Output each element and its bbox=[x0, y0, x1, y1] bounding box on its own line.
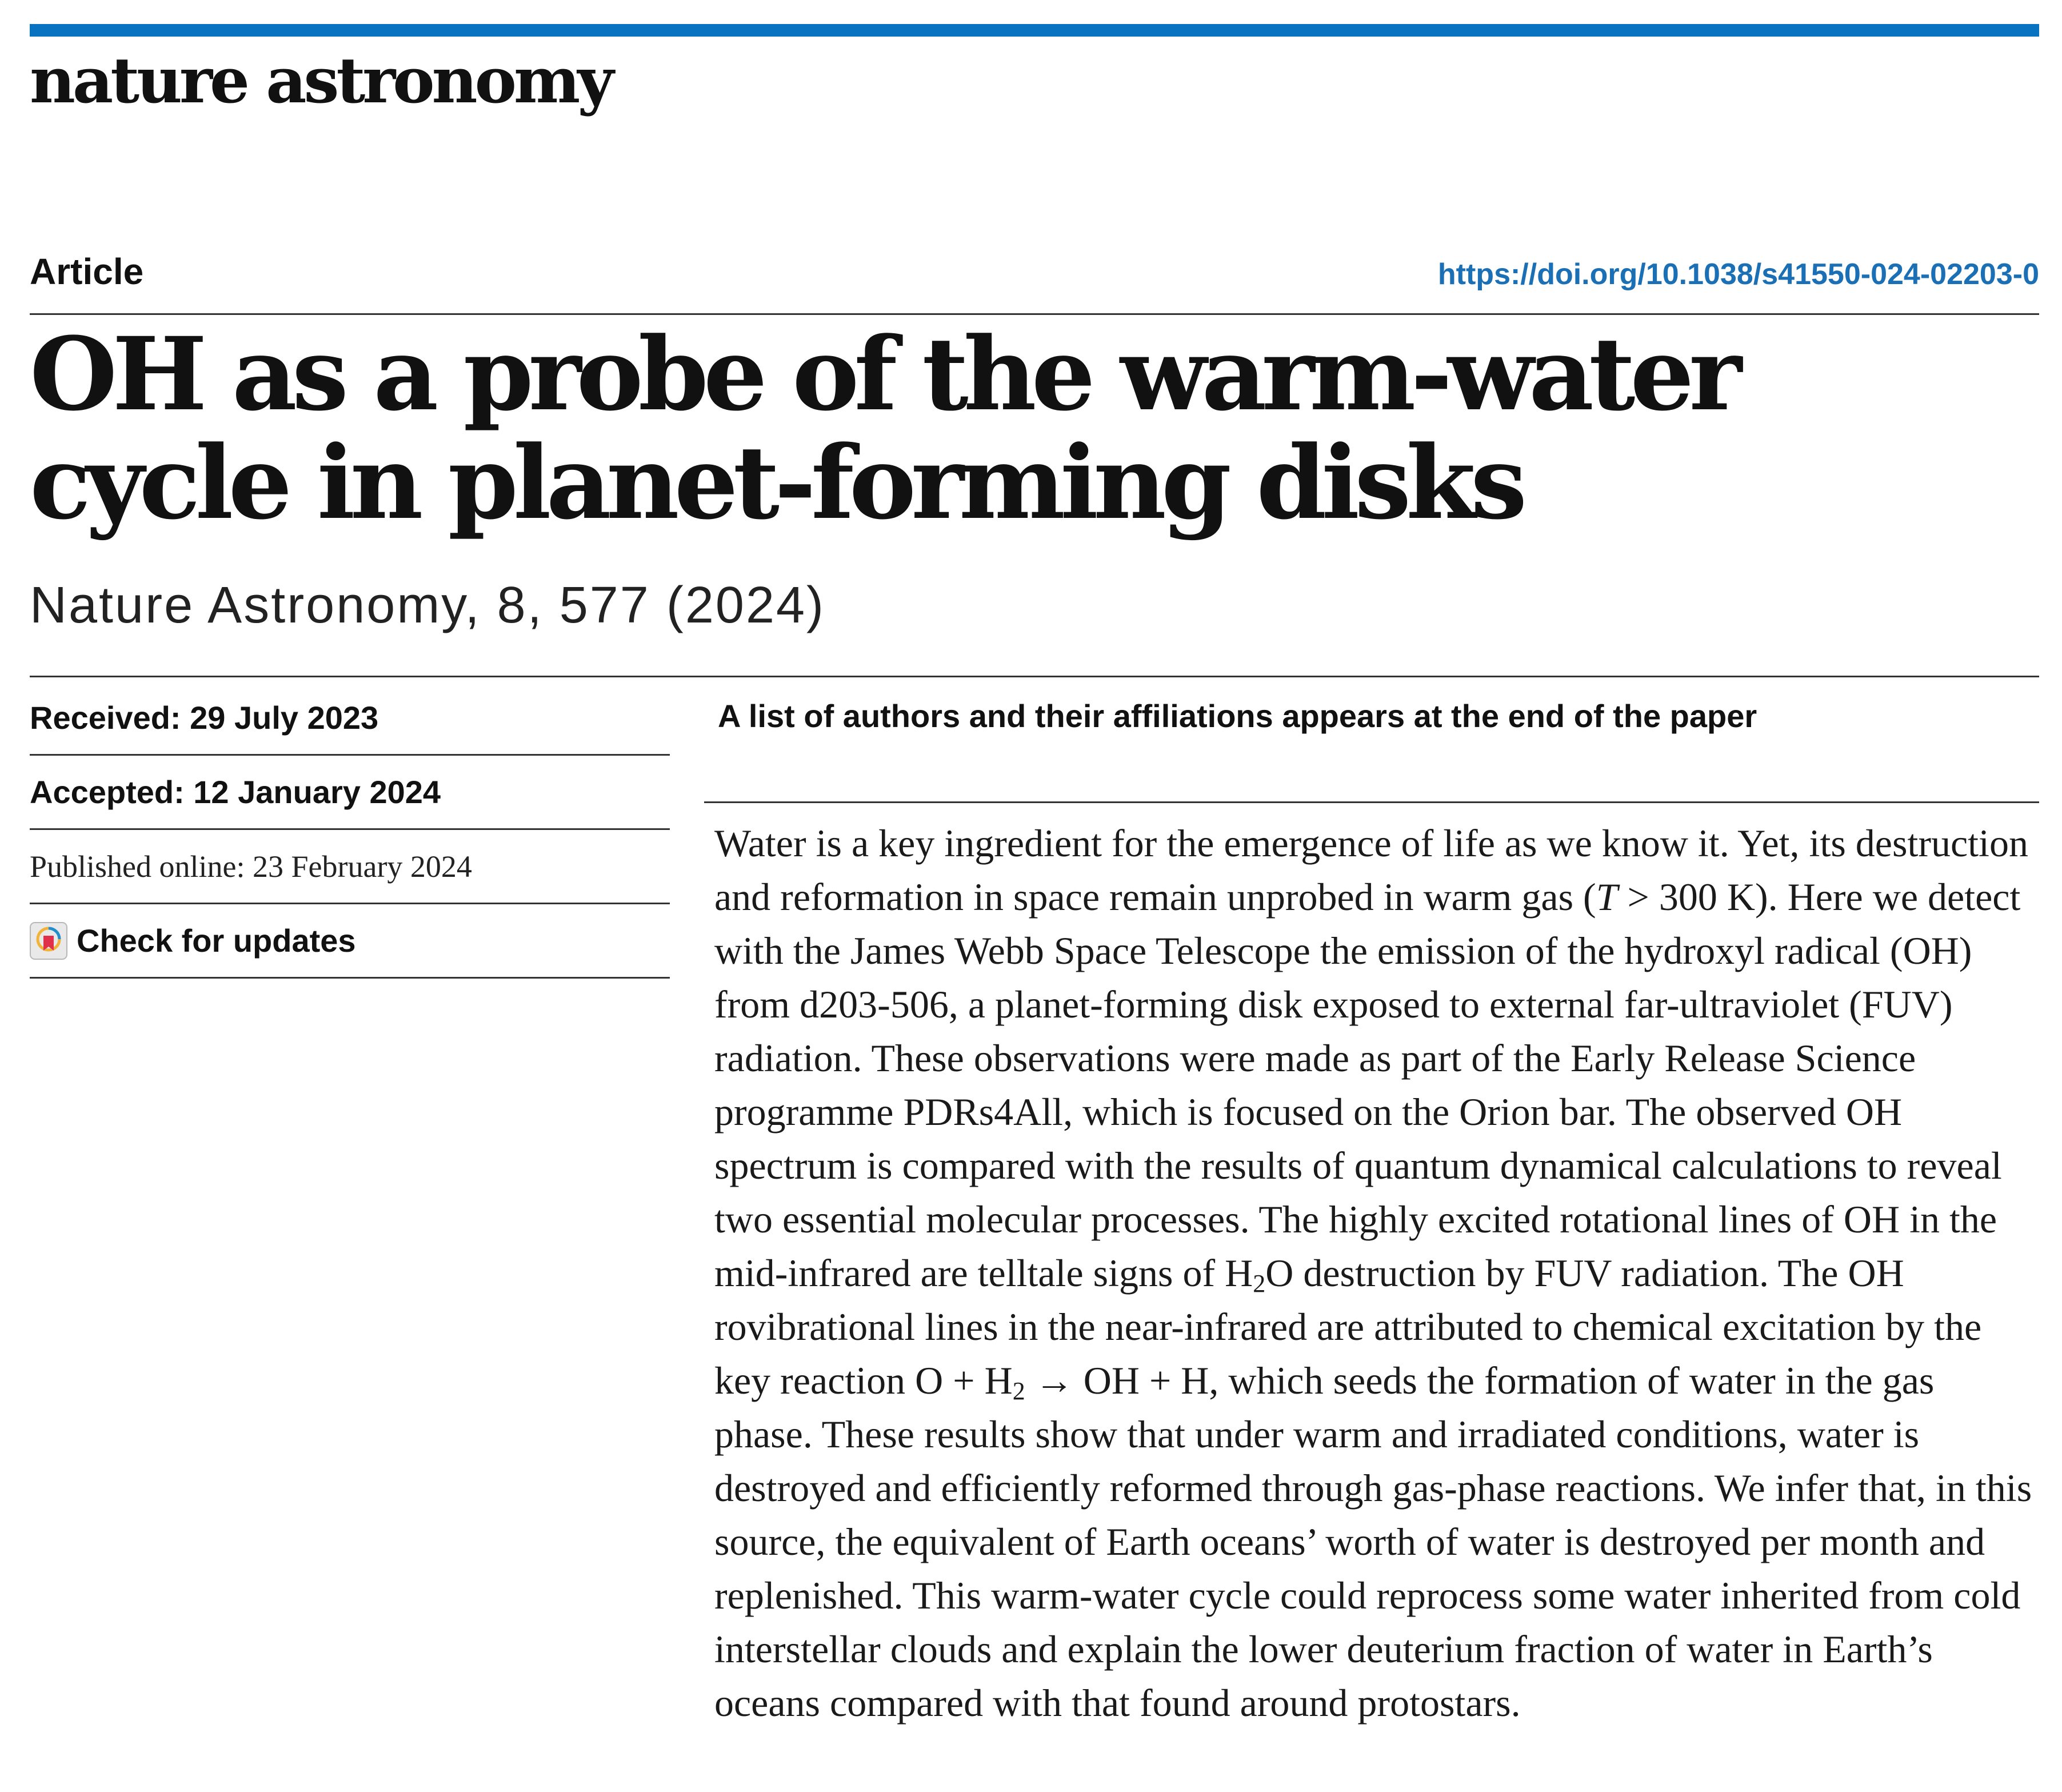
abstract-part: → OH + H, which seeds the formation of water in the gas phase. These results show that under warm and irradiated conditions, water is destroyed and efficiently reformed through gas-phase reactions. We infer that, in this source, the equivalent of Earth oceans’ worth of water is destroyed per month and replenished. This warm-water cycle could reprocess some water inherited from cold interstellar clouds and explain the lower deuterium fraction of water in Earth’s oceans compared with that found around protostars. bbox=[714, 1359, 2032, 1725]
article-title: OH as a probe of the warm-water cycle in planet-forming disks bbox=[30, 315, 1737, 542]
authors-affiliations-note: A list of authors and their affiliations appears at the end of the paper bbox=[718, 698, 1757, 734]
accepted-date-row bbox=[30, 756, 670, 830]
check-for-updates-button[interactable] bbox=[30, 922, 356, 960]
abstract-part: O destruction by FUV radiation. The OH rovibrational lines in the near-infrared are attributed to chemical excitation by the key reaction O + H bbox=[714, 1251, 1982, 1402]
received-date-row bbox=[30, 681, 670, 756]
temperature-symbol: T bbox=[1596, 875, 1618, 919]
check-for-updates-label: Check for updates bbox=[77, 923, 356, 959]
article-dates-panel bbox=[30, 681, 670, 979]
citation: Nature Astronomy, 8, 577 (2024) bbox=[30, 577, 826, 634]
journal-accent-bar bbox=[30, 24, 2039, 37]
check-updates-row bbox=[30, 904, 670, 979]
published-date: Published online: 23 February 2024 bbox=[30, 849, 472, 884]
received-date: Received: 29 July 2023 bbox=[30, 700, 379, 736]
abstract-part: Water is a key ingredient for the emergence of life as we know it. Yet, its destruction and reformation in space remain unprobed in warm gas ( bbox=[714, 821, 2028, 919]
article-type-label: Article bbox=[30, 251, 144, 292]
abstract-divider bbox=[704, 801, 2039, 803]
subscript: 2 bbox=[1012, 1377, 1025, 1405]
doi-link[interactable]: https://doi.org/10.1038/s41550-024-02203-0 bbox=[1437, 258, 2039, 291]
abstract-part: > 300 K). Here we detect with the James Webb Space Telescope the emission of the hydroxyl radical (OH) from d203-506, a planet-forming disk exposed to external far-ultraviolet (FUV) radiation. These observations were made as part of the Early Release Science programme PDRs4All, which is focused on the Orion bar. The observed OH spectrum is compared with the results of quantum dynamical calculations to reveal two essential molecular processes. The highly excited rotational lines of OH in the mid-infrared are telltale signs of H bbox=[714, 875, 2021, 1295]
citation-divider bbox=[30, 676, 2039, 677]
abstract bbox=[714, 816, 2040, 1730]
accepted-date: Accepted: 12 January 2024 bbox=[30, 774, 441, 810]
journal-logo[interactable]: nature astronomy bbox=[30, 43, 612, 117]
published-date-row bbox=[30, 830, 670, 904]
subscript: 2 bbox=[1253, 1270, 1266, 1298]
check-for-updates-icon bbox=[30, 922, 67, 960]
